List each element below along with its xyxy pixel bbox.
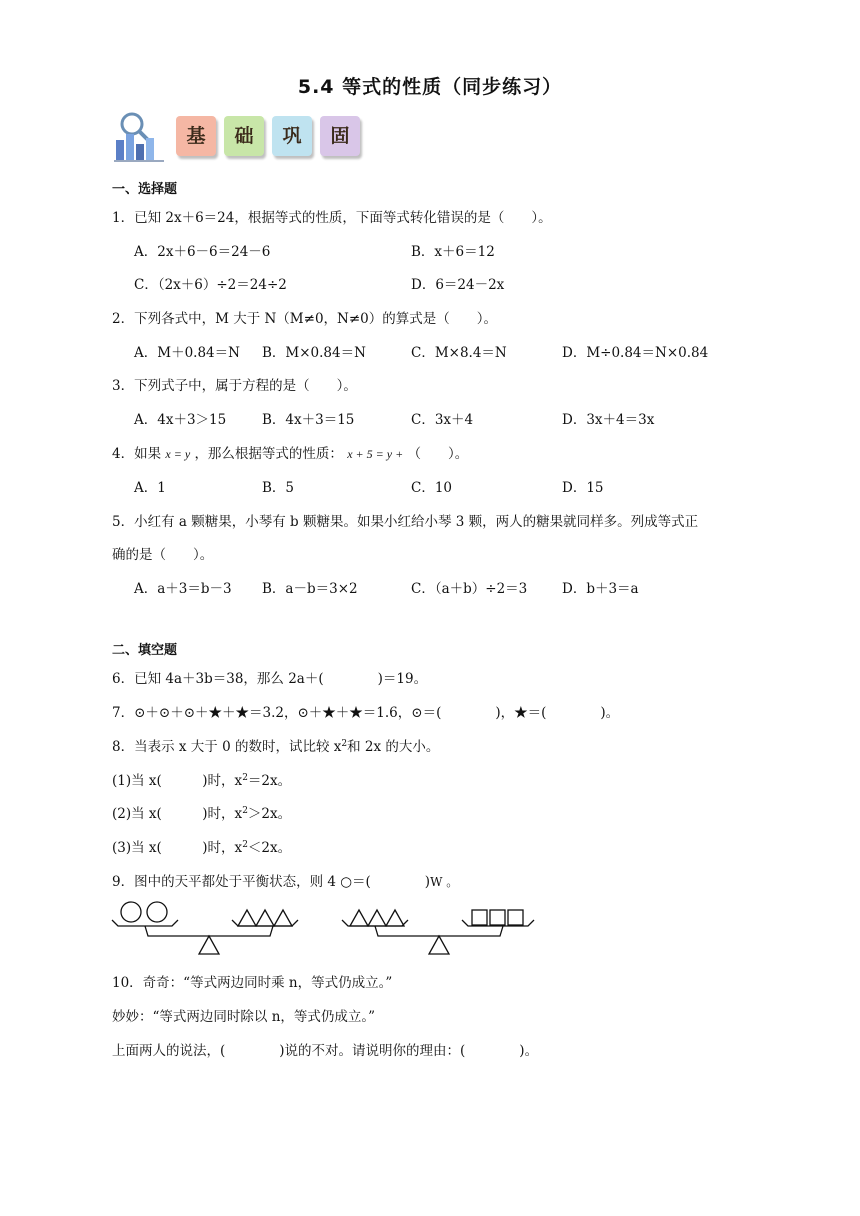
question-9 (112, 870, 458, 890)
question-4 (112, 442, 468, 462)
q2-option-c: C．M×8.4＝N (411, 345, 507, 361)
question-10-line-1: 10．奇奇：“等式两边同时乘 n，等式仍成立。” (112, 975, 393, 991)
q1-option-b: B．x＋6＝12 (411, 244, 495, 260)
q8-s3-prefix: (3)当 x( )时，x (112, 840, 243, 856)
q8-subquestion-2 (112, 802, 291, 822)
q2-option-d: D．M÷0.84＝N×0.84 (562, 345, 709, 361)
magnifier-chart-icon (112, 110, 168, 164)
q4-option-d: D．15 (562, 480, 604, 496)
q8-s3-superscript: 2 (242, 840, 248, 850)
q8-suffix: 和 2x 的大小。 (347, 739, 440, 755)
question-5-line-2: 确的是（ ）。 (112, 547, 214, 563)
q4-middle: ，那么根据等式的性质： (194, 446, 343, 462)
question-1: 1．已知 2x＋6＝24，根据等式的性质，下面等式转化错误的是（ ）。 (112, 210, 552, 226)
banner-char-1: 基 (176, 116, 216, 156)
q4-condition: x = y (165, 447, 191, 461)
page-title: 5.4 等式的性质（同步练习） (297, 76, 563, 98)
q8-subquestion-3 (112, 836, 291, 856)
q4-option-c: C．10 (411, 480, 453, 496)
q8-s2-superscript: 2 (242, 806, 248, 816)
q4-option-a: A．1 (134, 480, 166, 496)
q5-option-a: A．a＋3＝b－3 (134, 581, 232, 597)
question-2: 2．下列各式中，M 大于 N（M≠0，N≠0）的算式是（ ）。 (112, 311, 497, 327)
q1-option-d: D．6＝24－2x (411, 277, 505, 293)
question-10-line-2: 妙妙：“等式两边同时除以 n，等式仍成立。” (112, 1009, 376, 1025)
q8-s3-suffix: ＜2x。 (247, 840, 292, 856)
q8-s1-prefix: (1)当 x( )时，x (112, 773, 243, 789)
q4-prefix: 4．如果 (112, 446, 162, 462)
banner-char-2: 础 (224, 116, 264, 156)
q8-s1-suffix: ＝2x。 (247, 773, 292, 789)
q8-s1-superscript: 2 (242, 773, 248, 783)
q8-s2-suffix: ＞2x。 (247, 806, 292, 822)
question-6: 6．已知 4a＋3b＝38，那么 2a＋( )＝19。 (112, 671, 428, 687)
q8-prefix: 8．当表示 x 大于 0 的数时，试比较 x (112, 739, 342, 755)
question-8 (112, 735, 439, 755)
q3-option-c: C．3x＋4 (411, 412, 474, 428)
q5-option-d: D．b＋3＝a (562, 581, 639, 597)
q3-option-a: A．4x＋3＞15 (134, 412, 227, 428)
q1-option-c: C．（2x＋6）÷2＝24÷2 (134, 277, 287, 293)
question-10-line-3: 上面两人的说法，( )说的不对。请说明你的理由：( )。 (112, 1043, 539, 1059)
q8-superscript: 2 (341, 739, 348, 749)
q3-option-b: B．4x＋3＝15 (262, 412, 355, 428)
q1-option-a: A．2x＋6－6＝24－6 (134, 244, 271, 260)
question-7: 7．⊙＋⊙＋⊙＋★＋★＝3.2，⊙＋★＋★＝1.6，⊙＝( )，★＝( )。 (112, 705, 620, 721)
balance-scales-figure (110, 900, 540, 960)
section-heading-fill: 二、填空题 (112, 643, 178, 658)
q8-subquestion-1 (112, 769, 291, 789)
q4-suffix: （ ）。 (407, 446, 469, 462)
banner-char-4: 固 (320, 116, 360, 156)
q3-option-d: D．3x＋4＝3x (562, 412, 655, 428)
q9-text: 9．图中的天平都处于平衡状态，则 4 ○＝( ) (112, 874, 431, 890)
question-3: 3．下列式子中，属于方程的是（ ）。 (112, 378, 357, 394)
q2-option-a: A．M＋0.84＝N (134, 345, 240, 361)
q5-option-b: B．a－b＝3×2 (262, 581, 358, 597)
section-heading-choice: 一、选择题 (112, 182, 178, 197)
balance-scale-right (342, 910, 534, 954)
q5-option-c: C．（a＋b）÷2＝3 (411, 581, 528, 597)
q4-option-b: B．5 (262, 480, 295, 496)
q4-expression: x + 5 = y + (347, 447, 404, 461)
question-5-line-1: 5．小红有 a 颗糖果，小琴有 b 颗糖果。如果小红给小琴 3 颗，两人的糖果就同样多。列成等式正 (112, 514, 699, 530)
q9-unit: W 。 (430, 875, 459, 889)
q2-option-b: B．M×0.84＝N (262, 345, 366, 361)
balance-scale-left (112, 902, 298, 954)
q8-s2-prefix: (2)当 x( )时，x (112, 806, 243, 822)
section-banner (112, 110, 382, 166)
banner-char-3: 巩 (272, 116, 312, 156)
